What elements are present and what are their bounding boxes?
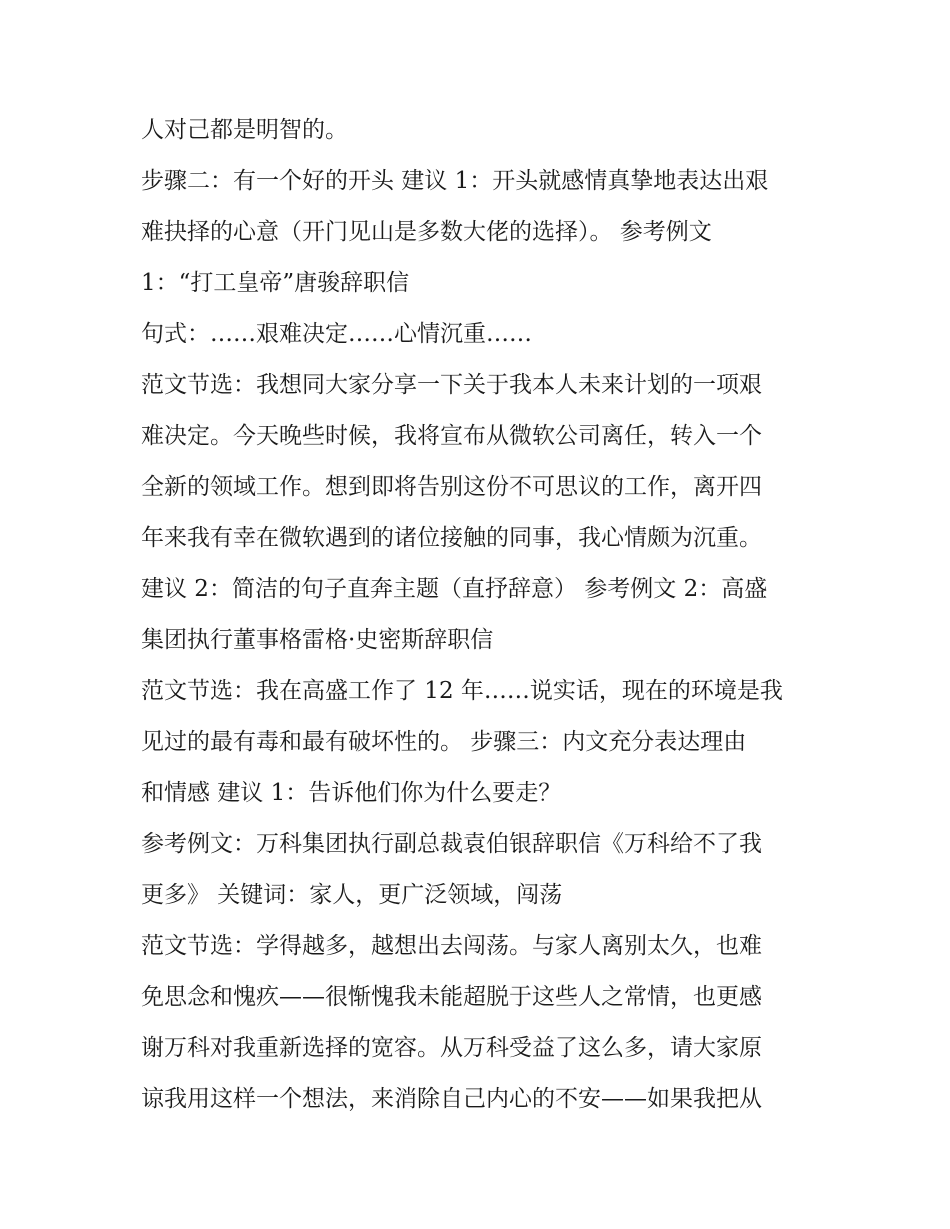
text-line: 范文节选：我想同大家分享一下关于我本人未来计划的一项艰	[141, 372, 762, 398]
text-line: 全新的领域工作。想到即将告别这份不可思议的工作，离开四	[141, 474, 762, 500]
text-line: 谢万科对我重新选择的宽容。从万科受益了这么多，请大家原	[141, 1035, 762, 1061]
text-line: 1：“打工皇帝”唐骏辞职信	[141, 270, 410, 296]
text-line: 更多》 关键词：家人，更广泛领域，闯荡	[141, 882, 563, 908]
text-line: 范文节选：学得越多，越想出去闯荡。与家人离别太久，也难	[141, 933, 762, 959]
text-line: 免思念和愧疚——很惭愧我未能超脱于这些人之常情，也更感	[141, 984, 762, 1010]
text-line: 难抉择的心意（开门见山是多数大佬的选择）。 参考例文	[141, 219, 712, 245]
text-line: 步骤二：有一个好的开头 建议 1：开头就感情真挚地表达出艰	[141, 168, 769, 194]
text-line: 难决定。今天晚些时候，我将宣布从微软公司离任，转入一个	[141, 423, 762, 449]
text-line: 见过的最有毒和最有破坏性的。 步骤三：内文充分表达理由	[141, 729, 747, 755]
text-line: 集团执行董事格雷格·史密斯辞职信	[141, 627, 494, 653]
text-line: 建议 2：简洁的句子直奔主题（直抒辞意） 参考例文 2：高盛	[141, 576, 768, 602]
text-line: 参考例文：万科集团执行副总裁袁伯银辞职信《万科给不了我	[141, 831, 762, 857]
document-body	[141, 108, 821, 1128]
text-line: 句式：……艰难决定……心情沉重……	[141, 321, 532, 347]
text-line: 年来我有幸在微软遇到的诸位接触的同事，我心情颇为沉重。	[141, 525, 762, 551]
text-line: 范文节选：我在高盛工作了 12 年……说实话，现在的环境是我	[141, 678, 783, 704]
text-line: 人对己都是明智的。	[141, 117, 348, 143]
text-line: 谅我用这样一个想法，来消除自己内心的不安——如果我把从	[141, 1086, 762, 1112]
text-line: 和情感 建议 1：告诉他们你为什么要走？	[141, 780, 562, 806]
